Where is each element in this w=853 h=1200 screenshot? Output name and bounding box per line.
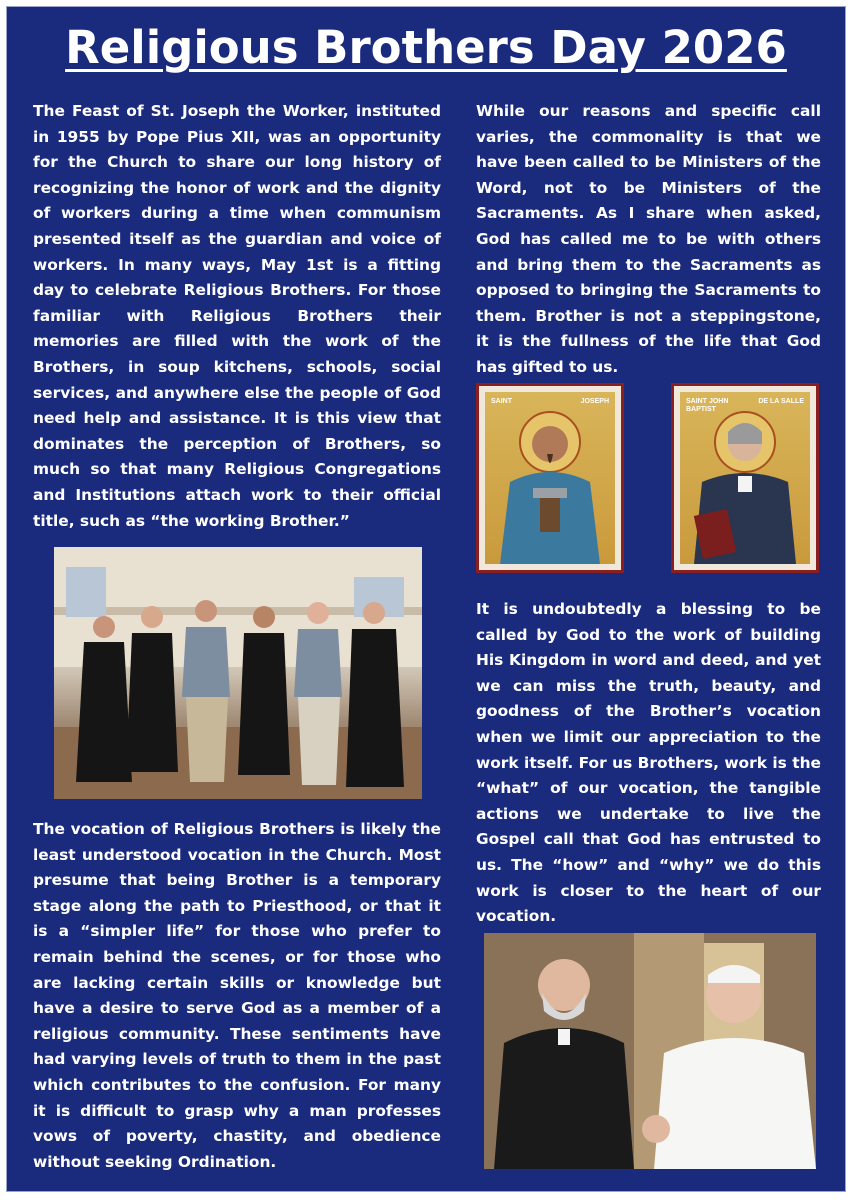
saint-joseph-caption-left: SAINT xyxy=(491,398,512,405)
de-la-salle-caption-right: DE LA SALLE xyxy=(758,398,804,405)
brothers-group-photo xyxy=(54,547,422,799)
brothers-group-illustration xyxy=(54,547,422,799)
flyer-page xyxy=(6,6,846,1192)
brother-meets-pope-photo xyxy=(484,933,816,1169)
saint-joseph-figure xyxy=(485,392,615,564)
page-title xyxy=(7,19,845,77)
icon-gold-background xyxy=(485,392,615,564)
paragraph-vocation: The vocation of Religious Brothers is likely the least understood vocation in the Church. Most presume that being Brother is a temporary stage along the path to Priesthood, or that it is a “simpler life” for those who prefer to remain behind the scenes, or for those who are lacking certain skills or knowledge but have a desire to serve God as a member of a religious community. These sentiments have had varying levels of truth to them in the past which contributes to the confusion. For many it is difficult to grasp why a man professes vows of poverty, chastity, and obedience without seeking Ordination. xyxy=(33,820,441,1171)
paragraph-blessing: It is undoubtedly a blessing to be called by God to the work of building His Kingdom in word and deed, and yet we can miss the truth, beauty, and goodness of the Brother’s vocation when we limit our appreciation to the work itself. For us Brothers, work is the “what” of our vocation, the tangible actions we undertake to live the Gospel call that God has entrusted to us. The “how” and “why” we do this work is closer to the heart of our vocation. xyxy=(476,600,821,926)
saint-joseph-icon-image xyxy=(476,383,624,573)
de-la-salle-caption-left: SAINT JOHN BAPTIST xyxy=(686,398,729,413)
saint-joseph-caption-right: JOSEPH xyxy=(580,398,609,405)
de-la-salle-figure xyxy=(680,392,810,564)
paragraph-ministers-word: While our reasons and specific call varies, the commonality is that we have been called to be Ministers of the Word, not to be Ministers of the Sacraments. As I share when asked, God has called me to be with others and bring them to the Sacraments as opposed to bringing the Sacraments to them. Brother is not a steppingstone, it is the fullness of the life that God has gifted to us. xyxy=(476,102,821,376)
brother-meets-pope-illustration xyxy=(484,933,816,1169)
paragraph-feast-joseph: The Feast of St. Joseph the Worker, instituted in 1955 by Pope Pius XII, was an opportunity for the Church to share our long history of recognizing the honor of work and the dignity of workers during a time when communism presented itself as the guardian and voice of workers. In many ways, May 1st is a fitting day to celebrate Religious Brothers. For those familiar with Religious Brothers their memories are filled with the work of the Brothers, in soup kitchens, schools, social services, and anywhere else the people of God need help and assistance. It is this view that dominates the perception of Brothers, so much so that many Religious Congregations and Institutions attach work to their official title, such as “the working Brother.” xyxy=(33,102,441,530)
saint-john-baptist-de-la-salle-icon-image xyxy=(671,383,819,573)
page-title-text: Religious Brothers Day 2026 xyxy=(65,21,787,74)
icon-gold-background xyxy=(680,392,810,564)
